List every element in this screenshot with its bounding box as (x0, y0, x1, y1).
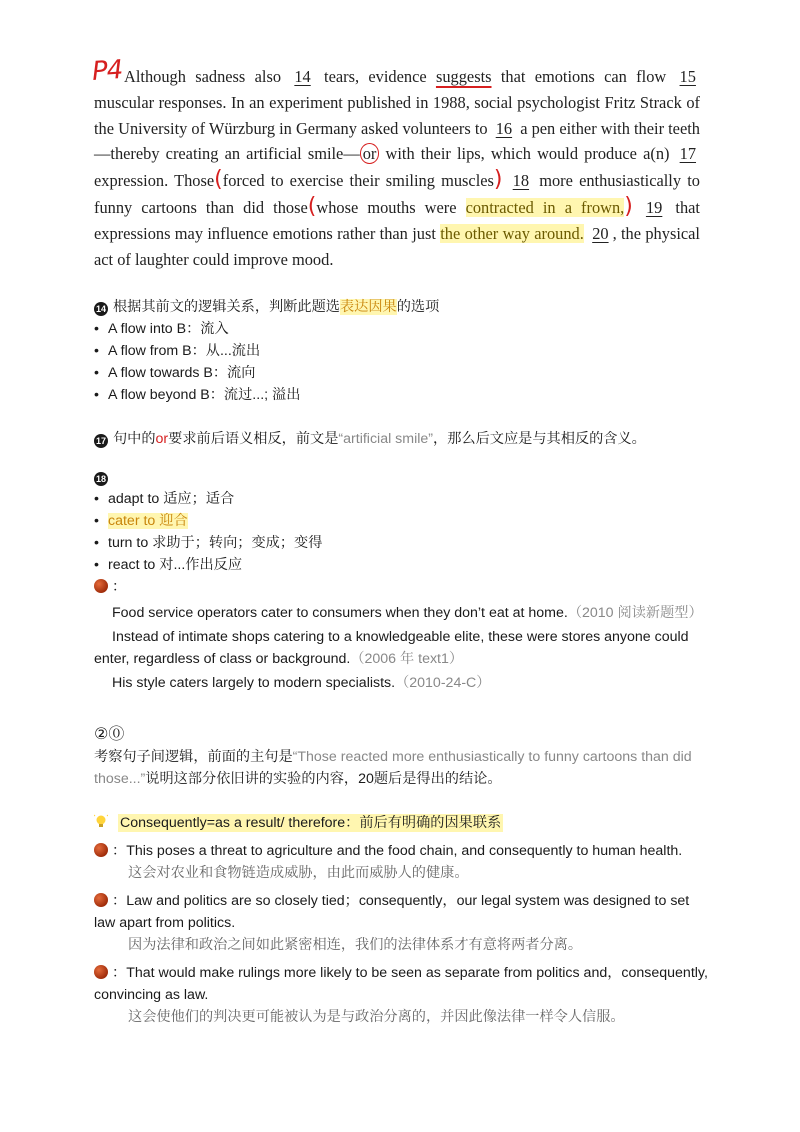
passage-text: a pen either with their teeth—thereby creating an artificial smile— (94, 118, 700, 164)
example-icon (94, 893, 108, 907)
passage-text: whose mouths were (316, 197, 457, 217)
example-item: ：Law and politics are so closely tied；consequently，our legal system was designed to set law apart from politics. (94, 893, 690, 931)
handwritten-label: P4 (90, 54, 124, 88)
bracket-mark: ) (624, 193, 633, 219)
bracket-mark: ( (214, 167, 223, 193)
list-item: • cater to 迎合 (94, 510, 714, 532)
note-q17: 17 句中的or要求前后语义相反，前文是“artificial smile”，那么后文应是与其相反的含义。 (95, 431, 646, 447)
translation: 因为法律和政治之间如此紧密相连，我们的法律体系才有意将两者分离。 (128, 937, 583, 953)
option-list (94, 488, 714, 576)
passage-text: expression. Those (94, 171, 215, 191)
example-icon (94, 579, 108, 593)
lightbulb-icon (94, 814, 108, 830)
underlined-word: suggests (435, 67, 492, 86)
list-item: • turn to 求助于；转向；变成；变得 (94, 532, 714, 554)
list-item: • adapt to 适应；适合 (94, 488, 714, 510)
highlight-text: contracted in a frown, (465, 197, 625, 217)
example-sentence: His style caters largely to modern specialists.（2010-24-C） (112, 675, 491, 691)
passage-text: that emotions can flow (500, 67, 667, 86)
number-badge: 18 (95, 474, 106, 484)
number-badge: ②⓪ (94, 726, 125, 743)
translation: 这会使他们的判决更可能被认为是与政治分离的，并因此像法律一样令人信服。 (128, 1009, 625, 1025)
example-sentence: Instead of intimate shops catering to a knowledgeable elite, these were stores anyone could enter, regardless of class or background.（2006 年 text1） (94, 629, 689, 667)
tip-line (94, 812, 714, 834)
blank-20[interactable]: 20 (592, 223, 609, 243)
list-item: • react to 对...作出反应 (94, 554, 714, 576)
list-item: • A flow from B：从...流出 (94, 340, 714, 362)
example-icon (94, 843, 108, 857)
note-q18: 18 • adapt to 适应；适合 • cater to 迎合 • turn to 求助于；转向；变成；变得 • react to 对...作出反应 ： Food service operators cater to consumers when they don’t eat at home.（2010 阅读新题型） Instead of intimate shops catering to a knowledgeable elite, these were stores anyone could enter, regardless of class or background.（2006 年 text1） His style caters largely to modern specialists.（2010-24-C） (94, 466, 714, 694)
number-badge: 17 (95, 436, 106, 446)
passage-text: forced to exercise their smiling muscles (222, 171, 494, 191)
highlight-text: Consequently=as a result/ therefore：前后有明确的因果联系 (120, 815, 502, 831)
note-q14: 14 根据其前文的逻辑关系，判断此题选表达因果的选项 • A flow into B：流入 • A flow from B：从...流出 • A flow towards B：流向 • A flow beyond B：流过...; 溢出 (94, 296, 714, 406)
example-item: ：This poses a threat to agriculture and the food chain, and consequently to human health. (94, 840, 714, 862)
passage-text: muscular responses. In an experiment published in 1988, social psychologist Fritz Strack of the University of Würzburg in Germany asked volunteers to (94, 92, 700, 138)
highlight-text: the other way around. (440, 223, 584, 243)
note-text: 考察句子间逻辑，前面的主句是“Those reacted more enthusiastically to funny cartoons than did those...”说明这部分依旧讲的实验的内容，20题后是得出的结论。 (94, 749, 692, 787)
option-list (94, 318, 714, 406)
example-icon (94, 965, 108, 979)
blank-16[interactable]: 16 (495, 118, 513, 138)
bracket-mark: ( (307, 193, 317, 219)
passage-text: Although sadness also (124, 67, 282, 86)
passage-text: more enthusiastically to funny cartoons than did those (94, 171, 700, 217)
blank-18[interactable]: 18 (512, 171, 530, 191)
blank-19[interactable]: 19 (645, 197, 663, 217)
list-item: • A flow towards B：流向 (94, 362, 714, 384)
highlight-text: 表达因果 (339, 299, 397, 315)
note-q20 (94, 724, 714, 790)
circled-word: or (360, 143, 380, 164)
list-item: • A flow beyond B：流过...; 溢出 (94, 384, 714, 406)
bracket-mark: ) (493, 167, 503, 193)
example-sentence: Food service operators cater to consumers when they don’t eat at home.（2010 阅读新题型） (112, 605, 703, 621)
passage-text: with their lips, which would produce a(n) (385, 144, 670, 164)
passage-text: tears, evidence (324, 67, 427, 86)
example-item: ：That would make rulings more likely to be seen as separate from politics and，consequently, convincing as law. (94, 965, 708, 1003)
blank-17[interactable]: 17 (679, 144, 697, 164)
passage-text: that expressions may influence emotions rather than just (94, 197, 700, 243)
passage-paragraph (94, 64, 700, 272)
translation: 这会对农业和食物链造成威胁，由此而威胁人的健康。 (128, 865, 469, 881)
number-badge: 14 (95, 304, 106, 314)
passage-text: , the physical act of laughter could improve mood. (94, 223, 700, 269)
list-item: • A flow into B：流入 (94, 318, 714, 340)
blank-14[interactable]: 14 (294, 67, 311, 86)
blank-15[interactable]: 15 (679, 67, 696, 86)
keyword: or (155, 431, 169, 447)
example-list (94, 840, 714, 1028)
